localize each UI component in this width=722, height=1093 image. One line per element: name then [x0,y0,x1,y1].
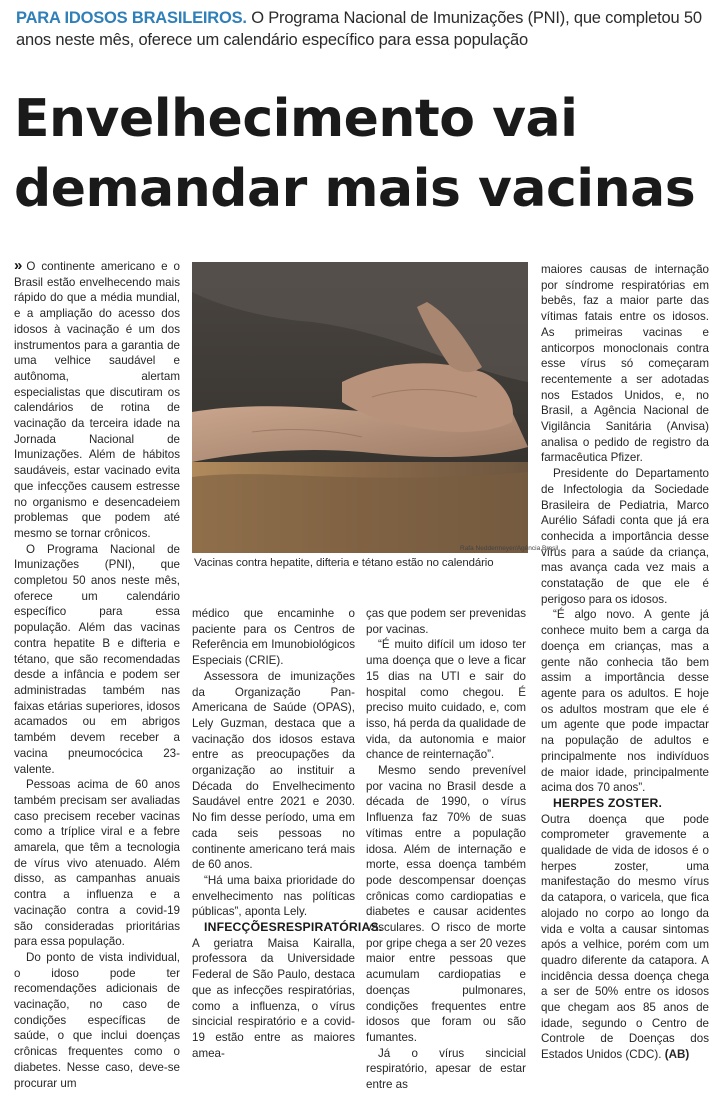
paragraph: Já o vírus sincicial respiratório, apesar de estar entre as [366,1046,526,1092]
kicker-text: O Programa Nacional de Imunizações (PNI), que completou 50 anos neste mês, oferece um calendário específico para essa população [16,9,702,49]
paragraph: Pessoas acima de 60 anos também precisam ser avaliadas caso precisem receber vacinas como a tríplice viral e a febre amarela, que têm a tecnologia de vírus vivo atenuado. Além disso, as campanhas anuais contra a influenza e a vacinação contra a covid-19 são consideradas prioritárias para essa população. [14,778,180,949]
paragraph-text: O continente americano e o Brasil estão envelhecendo mais rápido do que a média mundial, e a ampliação do acesso dos idosos à vacinação é um dos instrumentos para a garantia de uma velhice saudável e autônoma, alertam especialistas que discutiram os calendários de rotina de vacinação da terceira idade na Jornada Nacional de Imunizações. Além de hábitos saudáveis, estar vacinado evita que infecções causem estresse no organismo e desencadeiem problemas que podem até mesmo se tornar crônicos. [14,260,180,540]
article-photo [192,262,528,553]
kicker [16,7,716,51]
section-marker-icon: » [14,257,23,274]
paragraph [541,812,709,1063]
paragraph: Do ponto de vista individual, o idoso pode ter recomendações adicionais de vacinação, no caso de condições específicas de saúde, o que inclui doenças crônicas frequentes como o diabetes. Nesse caso, deve-se procurar um [14,950,180,1090]
paragraph: “É algo novo. A gente já conhece muito bem a carga da doença em crianças, mas a gente não conhecia tão bem assim a importância desse agente para os adultos. E hoje os adultos mostram que ele é um agente que pode impactar na população de adultos e principalmente nos indivíduos de maior idade, principalmente acima dos 70 anos”. [541,608,709,795]
paragraph: maiores causas de internação por síndrome respiratórias em bebês, faz a maior parte das vítimas fatais entre os idosos. As primeiras vacinas e anticorpos monoclonais contra esse vírus só começaram recentemente a ser adotadas nos Estados Unidos, e, no Brasil, a Agência Nacional de Vigilância Sanitária (Anvisa) analisa o pedido de registro da farmacêutica Pfizer. [541,263,709,465]
photo-credit: Rafa Neddermeyer/Agência Brasil [460,545,559,552]
paragraph: A geriatra Maisa Kairalla, professora da Universidade Federal de São Paulo, destaca que as infecções respiratórias, como a influenza, o vírus sincicial respiratório e a covid-19 estão entre as maiores amea- [192,936,355,1060]
author-signature: (AB) [664,1048,690,1062]
paragraph: “Há uma baixa prioridade do envelhecimento nas políticas públicas”, aponta Lely. [192,873,355,919]
paragraph: Presidente do Departamento de Infectologia da Sociedade Brasileira de Pediatria, Marco Aurélio Sáfadi conta que já era conhecida a importância desse vírus para a saúde da criança, mas avança cada vez mais a constatação de que ele é perigoso para os idosos. [541,467,709,606]
paragraph: Mesmo sendo prevenível por vacina no Brasil desde a década de 1990, o vírus Influenza faz 70% de suas vítimas entre a população idosa. Além de internação e morte, essa doença também pode descompensar doenças crônicas como cardiopatias e diabetes e causar acidentes vasculares. O risco de morte por gripe chega a ser 20 vezes maior entre pessoas que acumulam cardiopatias e doenças pulmonares, condições frequentes entre idosos que foram ou são fumantes. [366,764,526,1044]
paragraph: “É muito difícil um idoso ter uma doença que o leve a ficar 15 dias na UTI e sair do hospital como chegou. É preciso muito cuidado, e, com isso, há perda da qualidade de vida, da autonomia e maior chance de reinternação”. [366,638,526,762]
paragraph: ças que podem ser prevenidas por vacinas. [366,607,526,636]
paragraph: médico que encaminhe o paciente para os Centros de Referência em Imunobiológicos Especiais (CRIE). [192,607,355,668]
article-column-3 [366,606,526,1093]
paragraph: O Programa Nacional de Imunizações (PNI), que completou 50 anos neste mês, oferece um calendário específico para essa população. Além das vacinas contra hepatite B e difteria e tétano, que são recomendadas desde a infância e podem ser administradas também nas faixas etárias superiores, idosos acamados ou em abrigos também devem receber a vacina pneumocócica 23-valente. [14,542,180,776]
photo-caption: Vacinas contra hepatite, difteria e tétano estão no calendário [194,557,494,569]
article-column-1 [14,258,180,1091]
headline-line-2: demandar mais vacinas [14,159,696,219]
kicker-lead: PARA IDOSOS BRASILEIROS. [16,9,247,27]
elderly-hands-photo [192,262,528,553]
article-column-4 [541,262,709,1063]
headline [14,84,714,224]
paragraph-text: Outra doença que pode comprometer gravemente a qualidade de vida de idosos é o herpes zoster, uma manifestação do mesmo vírus da catapora, o varicela, que fica alojado no corpo ao longo da vida e volta a causar sintomas após a velhice, porém com um quadro diferente da catapora. A incidência dessa doença chega a ser de 50% entre os idosos que chegam aos 85 anos de idade, segundo o Centro de Controle de Doenças dos Estados Unidos (CDC). [541,812,709,1062]
headline-line-1: Envelhecimento vai [14,89,578,149]
section-subhead: INFECÇÕESRESPIRATÓRIAS. [204,920,383,935]
section-subhead: HERPES ZOSTER. [553,795,663,810]
article-column-2 [192,606,383,1061]
paragraph [14,258,180,542]
paragraph: Assessora de imunizações da Organização Pan-Americana de Saúde (OPAS), Lely Guzman, destaca que a vacinação dos idosos estava entre as preocupações da organização ao instituir a Década do Envelhecimento Saudável entre 2021 e 2030. No fim desse período, uma em cada seis pessoas no continente americano terá mais de 60 anos. [192,669,355,872]
